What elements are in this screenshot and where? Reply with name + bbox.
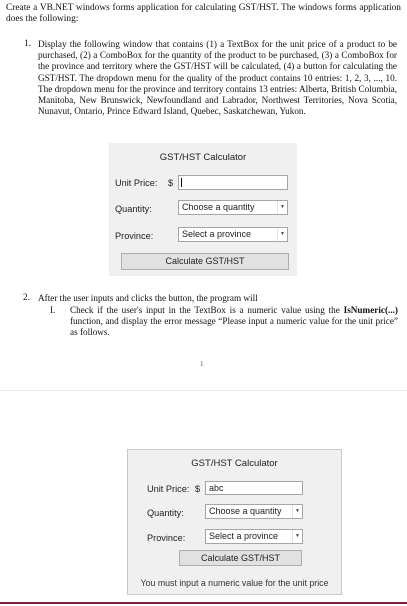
province-combobox[interactable]: Select a province ▼ — [178, 227, 288, 242]
sub1-number: I. — [50, 305, 56, 315]
calculate-button[interactable]: Calculate GST/HST — [179, 550, 302, 566]
quantity-combobox[interactable]: Choose a quantity ▼ — [178, 200, 288, 215]
currency-symbol: $ — [168, 178, 174, 188]
text-caret — [181, 178, 182, 187]
calculator-window-error — [127, 449, 342, 595]
province-label: Province: — [147, 533, 186, 543]
error-message: You must input a numeric value for the unit price — [140, 578, 329, 588]
page-number: 1 — [200, 360, 204, 368]
item1-text: Display the following window that contains (1) a TextBox for the unit price of a product to be purchased, (2) a ComboBox for the quantity of the product to be purchased, (3) a ComboBox for the province and territory where the GST/HST will be calculated, (4) a button for calculating the GST/HST. The dropdown menu for the quality of the product contains 10 entries: 1, 2, 3, ..., 10. The dropdown menu for the province and territory contains 13 entries: Alberta, British Columbia, Manitoba, New Brunswick, Newfoundland and Labrador, Northwest Territories, Nova Scotia, Nunavut, Ontario, Prince Edward Island, Quebec, Saskatchewan, Yukon. — [38, 39, 397, 117]
province-label: Province: — [115, 231, 154, 241]
calculate-button[interactable]: Calculate GST/HST — [121, 253, 289, 270]
intro-paragraph: Create a VB.NET windows forms application for calculating GST/HST. The windows forms application does the following: — [6, 3, 401, 25]
unit-price-input[interactable] — [178, 175, 288, 190]
unit-price-label: Unit Price: — [147, 484, 190, 494]
calculator-window-empty — [109, 143, 297, 276]
isnumeric-function: IsNumeric(...) — [343, 305, 398, 315]
quantity-label: Quantity: — [115, 204, 152, 214]
unit-price-label: Unit Price: — [115, 178, 158, 188]
quantity-combobox[interactable]: Choose a quantity ▼ — [205, 504, 303, 519]
item2-number: 2. — [23, 293, 31, 303]
chevron-down-icon[interactable]: ▼ — [292, 505, 302, 518]
chevron-down-icon[interactable]: ▼ — [292, 530, 302, 543]
footer-bar — [0, 602, 407, 604]
item2-text: After the user inputs and clicks the button, the program will — [38, 293, 258, 303]
currency-symbol: $ — [195, 484, 201, 494]
window-title: GST/HST Calculator — [191, 458, 278, 469]
unit-price-input[interactable]: abc — [205, 481, 303, 495]
window-title: GST/HST Calculator — [159, 152, 247, 163]
province-combobox[interactable]: Select a province ▼ — [205, 529, 303, 544]
chevron-down-icon[interactable]: ▼ — [277, 201, 287, 214]
item1-number: 1. — [24, 39, 32, 49]
chevron-down-icon[interactable]: ▼ — [277, 228, 287, 241]
sub1-text: Check if the user's input in the TextBox is a numeric value using the IsNumeric(...) function, and display the error message “Please input a numeric value for the unit price” as follows. — [70, 305, 398, 338]
quantity-label: Quantity: — [147, 508, 184, 518]
